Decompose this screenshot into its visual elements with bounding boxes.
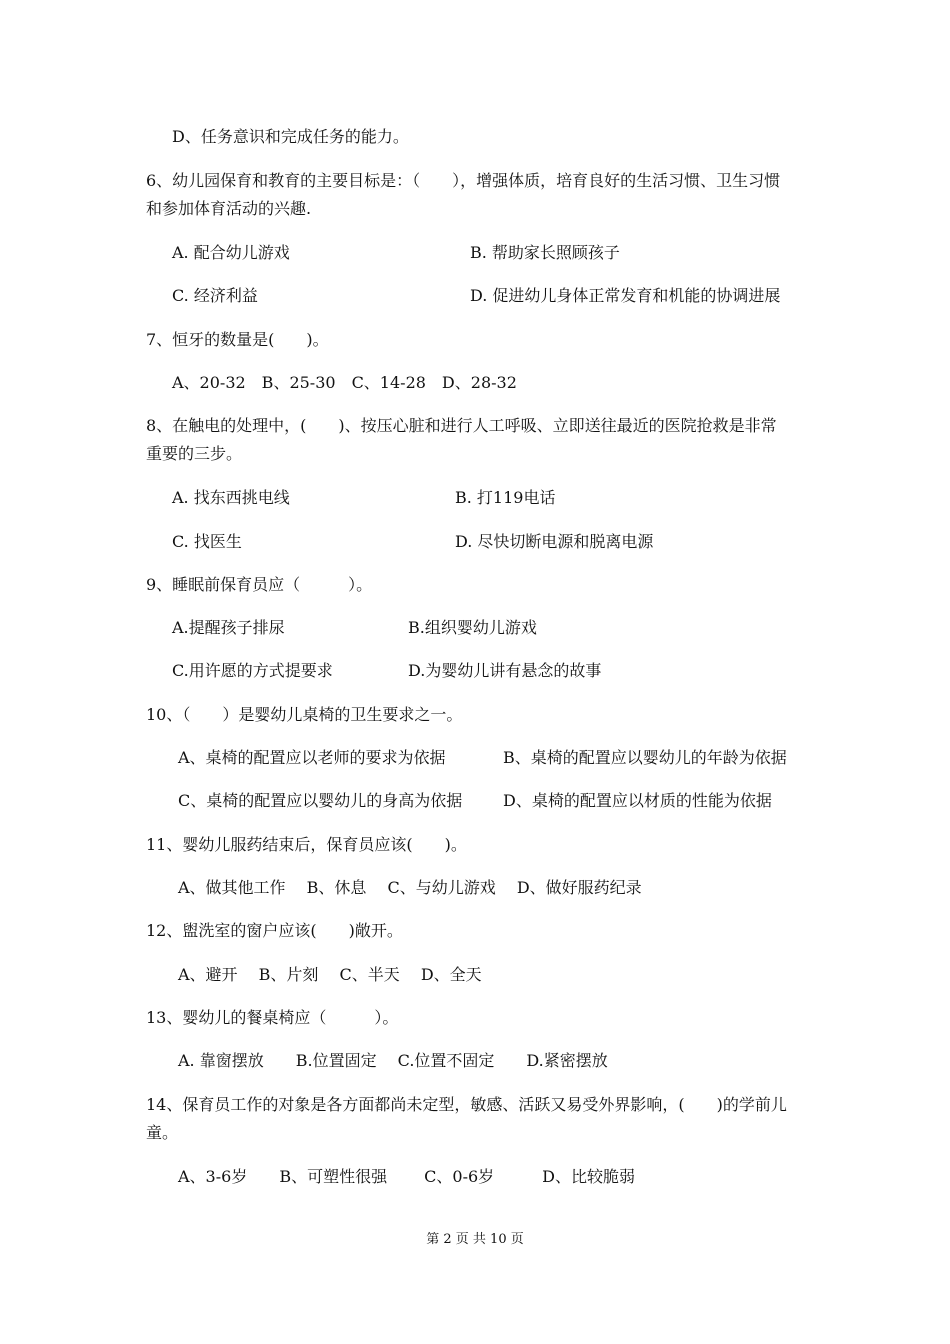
q5-option-d: D、任务意识和完成任务的能力。 [172, 127, 409, 146]
q12-options: A、避开 B、片刻 C、半天 D、全天 [178, 965, 482, 984]
q9-option-a: A.提醒孩子排尿 [172, 618, 285, 637]
q10-option-d: D、桌椅的配置应以材质的性能为依据 [503, 791, 772, 810]
q10-option-a: A、桌椅的配置应以老师的要求为依据 [178, 748, 446, 767]
q9-option-b: B.组织婴幼儿游戏 [408, 618, 537, 637]
q6-option-a: A. 配合幼儿游戏 [172, 243, 290, 262]
q10-text: 10、（ ）是婴幼儿桌椅的卫生要求之一。 [146, 705, 463, 724]
q14-text-line1: 14、保育员工作的对象是各方面都尚未定型，敏感、活跃又易受外界影响，( )的学前儿 [146, 1095, 787, 1114]
q7-options: A、20-32 B、25-30 C、14-28 D、28-32 [172, 373, 517, 392]
q9-option-d: D.为婴幼儿讲有悬念的故事 [408, 661, 602, 680]
q11-options: A、做其他工作 B、休息 C、与幼儿游戏 D、做好服药纪录 [178, 878, 642, 897]
q14-options: A、3-6岁 B、可塑性很强 C、0-6岁 D、比较脆弱 [178, 1167, 636, 1186]
q8-option-c: C. 找医生 [172, 532, 242, 551]
q12-text: 12、盥洗室的窗户应该( )敞开。 [146, 921, 403, 940]
q8-text-line2: 重要的三步。 [146, 444, 243, 463]
q8-option-d: D. 尽快切断电源和脱离电源 [455, 532, 654, 551]
q10-option-b: B、桌椅的配置应以婴幼儿的年龄为依据 [503, 748, 787, 767]
q11-text: 11、婴幼儿服药结束后，保育员应该( )。 [146, 835, 467, 854]
q8-text-line1: 8、在触电的处理中，( )、按压心脏和进行人工呼吸、立即送往最近的医院抢救是非常 [146, 416, 777, 435]
q6-text-line1: 6、幼儿园保育和教育的主要目标是：（ ），增强体质，培育良好的生活习惯、卫生习惯 [146, 171, 781, 190]
q8-option-a: A. 找东西挑电线 [172, 488, 290, 507]
q6-text-line2: 和参加体育活动的兴趣. [146, 199, 312, 218]
q10-option-c: C、桌椅的配置应以婴幼儿的身高为依据 [178, 791, 463, 810]
q6-option-c: C. 经济利益 [172, 286, 258, 305]
q9-text: 9、睡眠前保育员应（ ）。 [146, 575, 373, 594]
q8-option-b: B. 打119电话 [455, 488, 556, 507]
q7-text: 7、恒牙的数量是( )。 [146, 330, 329, 349]
q9-option-c: C.用许愿的方式提要求 [172, 661, 333, 680]
q6-option-d: D. 促进幼儿身体正常发育和机能的协调进展 [470, 286, 781, 305]
page-footer: 第 2 页 共 10 页 [426, 1232, 524, 1247]
q6-option-b: B. 帮助家长照顾孩子 [470, 243, 620, 262]
q14-text-line2: 童。 [146, 1123, 179, 1142]
q13-options: A. 靠窗摆放 B.位置固定 C.位置不固定 D.紧密摆放 [178, 1051, 608, 1070]
q13-text: 13、婴幼儿的餐桌椅应（ ）。 [146, 1008, 399, 1027]
